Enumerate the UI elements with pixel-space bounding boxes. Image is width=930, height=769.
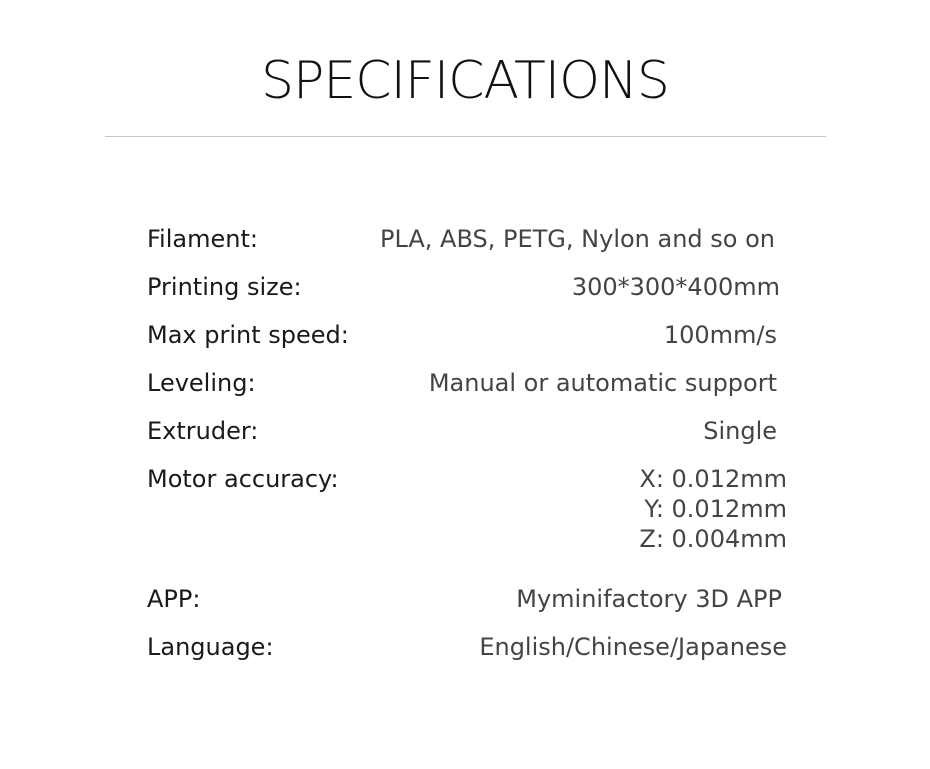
spec-value-motor-accuracy-y: Y: 0.012mm (644, 495, 787, 523)
spec-label-motor-accuracy: Motor accuracy: (147, 465, 339, 493)
spec-label-language: Language: (147, 633, 274, 661)
spec-value-app: Myminifactory 3D APP (516, 585, 782, 613)
spec-value-leveling: Manual or automatic support (428, 369, 777, 397)
spec-value-printing-size: 300*300*400mm (571, 273, 780, 301)
page-title: SPECIFICATIONS (261, 51, 669, 111)
spec-label-extruder: Extruder: (147, 417, 259, 445)
title-divider (105, 136, 826, 137)
spec-value-filament: PLA, ABS, PETG, Nylon and so on (379, 225, 775, 253)
spec-label-max-print-speed: Max print speed: (147, 321, 349, 349)
spec-label-filament: Filament: (147, 225, 258, 253)
spec-value-max-print-speed: 100mm/s (663, 321, 777, 349)
spec-label-app: APP: (147, 585, 201, 613)
spec-value-motor-accuracy-x: X: 0.012mm (639, 465, 787, 493)
spec-value-extruder: Single (703, 417, 777, 445)
spec-label-printing-size: Printing size: (147, 273, 302, 301)
spec-label-leveling: Leveling: (147, 369, 256, 397)
spec-value-language: English/Chinese/Japanese (479, 633, 787, 661)
spec-value-motor-accuracy-z: Z: 0.004mm (639, 525, 787, 553)
